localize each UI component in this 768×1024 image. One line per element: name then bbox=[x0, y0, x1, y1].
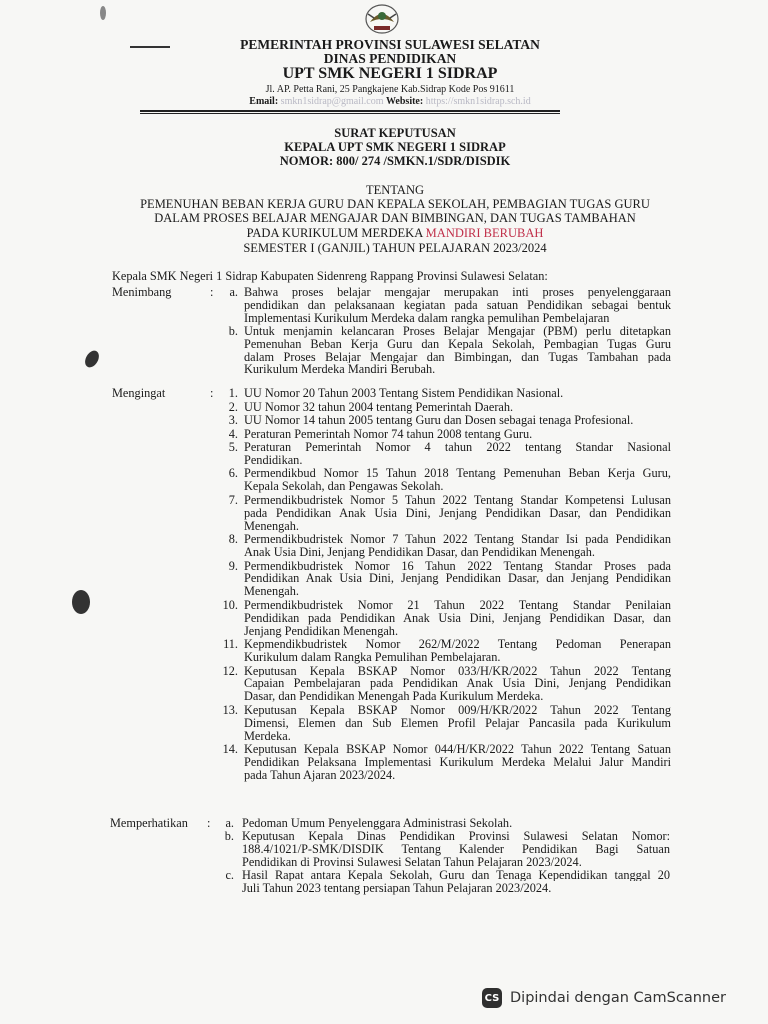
subject-line-3-text: PADA KURIKULUM MERDEKA bbox=[246, 226, 426, 240]
mengingat-item-line: UU Nomor 14 tahun 2005 tentang Guru dan Dosen sebagai tenaga Profesional. bbox=[244, 413, 634, 427]
regional-emblem-logo bbox=[362, 2, 402, 36]
decree-title: SURAT KEPUTUSAN bbox=[334, 126, 456, 140]
memperhatikan-item-key: c. bbox=[225, 867, 234, 882]
menimbang-item-line: Bahwa proses belajar mengajar merupakan inti proses penyelenggaraan bbox=[244, 286, 671, 299]
memperhatikan-item-line: 188.4/1021/P-SMK/DISDIK Tentang Kalender Pendidikan Bagi Satuan bbox=[242, 842, 670, 856]
mengingat-item-line: Menengah. bbox=[244, 584, 299, 599]
mengingat-item-key: 14. bbox=[222, 742, 238, 757]
mengingat-item-line: Keputusan Kepala BSKAP Nomor 044/H/KR/2022 Tahun 2022 Tentang Satuan bbox=[244, 743, 671, 756]
letterhead-address: Jl. AP. Petta Rani, 25 Pangkajene Kab.Sidrap Kode Pos 91611 bbox=[265, 84, 515, 95]
mengingat-item-line: Pendidikan. bbox=[244, 452, 303, 467]
mengingat-label: Mengingat bbox=[112, 386, 166, 400]
menimbang-item-line: Pemenuhan Beban Kerja Guru dan Kepala Sekolah, Pembagian Tugas Guru bbox=[244, 337, 671, 351]
mengingat-item-key: 7. bbox=[228, 492, 238, 507]
mengingat-item-line: Pendidikan Pelaksana Implementasi Kurikulum Merdeka Melalui Jalur Mandiri bbox=[244, 756, 671, 769]
scan-smudge bbox=[72, 590, 90, 614]
letterhead-contact bbox=[50, 96, 730, 107]
mengingat-item-key: 9. bbox=[228, 558, 238, 573]
mengingat-item-line: Keputusan Kepala BSKAP Nomor 033/H/KR/2022 Tahun 2022 Tentang bbox=[244, 664, 671, 678]
memperhatikan-item-key: b. bbox=[224, 828, 234, 843]
menimbang-item-line: dalam Proses Belajar Mengajar dan Bimbingan, dan Tugas Tambahan pada bbox=[244, 350, 671, 364]
memperhatikan-item-line: Pendidikan di Provinsi Sulawesi Selatan Tahun Pelajaran 2023/2024. bbox=[242, 854, 582, 869]
mengingat-item-line: Keputusan Kepala BSKAP Nomor 009/H/KR/2022 Tahun 2022 Tentang bbox=[244, 703, 671, 717]
menimbang-item-line: Kurikulum Merdeka Mandiri Berubah. bbox=[244, 362, 436, 377]
subject-highlight: MANDIRI BERUBAH bbox=[425, 226, 544, 240]
mengingat-item-key: 11. bbox=[223, 637, 238, 652]
mengingat-item-line: Pendidikan pada Pendidikan Anak Usia Dini, Jenjang Pendidikan Dasar, dan bbox=[244, 611, 671, 625]
mengingat-item-key: 5. bbox=[228, 440, 238, 454]
memperhatikan-item-line: Keputusan Kepala Dinas Pendidikan Provinsi Sulawesi Selatan Nomor: bbox=[242, 829, 670, 843]
menimbang-item-line: pendidikan dan pelaksanaan kegiatan pada satuan Pendidikan sebagai bentuk bbox=[244, 298, 671, 312]
website-label: Website: bbox=[385, 96, 424, 107]
letterhead-school-name: UPT SMK NEGERI 1 SIDRAP bbox=[282, 65, 498, 82]
decree-number: NOMOR: 800/ 274 /SMKN.1/SDR/DISDIK bbox=[279, 154, 511, 168]
decree-issuer: KEPALA UPT SMK NEGERI 1 SIDRAP bbox=[284, 140, 506, 154]
menimbang-item-line: Implementasi Kurikulum Merdeka dalam rangka pemulihan Pembelajaran bbox=[244, 310, 610, 325]
mengingat-item-line: Kepmendikbudristek Nomor 262/M/2022 Tentang Pedoman Penerapan bbox=[244, 638, 671, 651]
camscanner-watermark bbox=[482, 985, 726, 1011]
mengingat-item-line: Pendidikan Anak Usia Dini, Jenjang Pendidikan Dasar, dan Jenjang Pendidikan bbox=[244, 572, 671, 586]
mengingat-item-line: pada Tahun Ajaran 2023/2024. bbox=[244, 767, 396, 782]
mengingat-item-line: pada Pendidikan Anak Usia Dini, Jenjang Pendidikan Dasar, dan Pendidikan bbox=[244, 506, 671, 520]
email-label: Email: bbox=[249, 96, 279, 107]
decree-semester: SEMESTER I (GANJIL) TAHUN PELAJARAN 2023/2024 bbox=[243, 241, 547, 255]
memperhatikan-colon: : bbox=[207, 816, 211, 830]
memperhatikan-item-line: Pedoman Umum Penyelenggara Administrasi Sekolah. bbox=[242, 816, 513, 830]
mengingat-item-key: 1. bbox=[228, 386, 238, 400]
email-value: smkn1sidrap@gmail.com bbox=[280, 96, 384, 107]
mengingat-item-key: 13. bbox=[222, 702, 238, 717]
letterhead-line-1: PEMERINTAH PROVINSI SULAWESI SELATAN bbox=[240, 37, 540, 52]
memperhatikan-item-line: Juli Tahun 2023 tentang persiapan Tahun Pelajaran 2023/2024. bbox=[242, 880, 552, 895]
memperhatikan-item-key: a. bbox=[225, 816, 234, 830]
mengingat-item-line: Kepala Sekolah, dan Pengawas Sekolah. bbox=[244, 479, 444, 494]
menimbang-item-key: b. bbox=[228, 323, 238, 338]
mengingat-item-line: UU Nomor 20 Tahun 2003 Tentang Sistem Pendidikan Nasional. bbox=[244, 386, 564, 400]
mengingat-item-key: 2. bbox=[228, 399, 238, 414]
mengingat-item-line: Permendikbud Nomor 15 Tahun 2018 Tentang Pemenuhan Beban Kerja Guru, bbox=[244, 467, 671, 481]
decree-subject-line-2: DALAM PROSES BELAJAR MENGAJAR DAN BIMBINGAN, DAN TUGAS TAMBAHAN bbox=[154, 211, 636, 225]
decree-about: TENTANG bbox=[365, 183, 424, 197]
camscanner-text: Dipindai dengan CamScanner bbox=[510, 990, 727, 1006]
mengingat-item-line: Peraturan Pemerintah Nomor 4 tahun 2022 tentang Standar Nasional bbox=[244, 441, 671, 454]
menimbang-colon: : bbox=[210, 285, 214, 299]
mengingat-item-key: 8. bbox=[228, 532, 238, 547]
menimbang-label: Menimbang bbox=[112, 285, 172, 299]
mengingat-item-line: Anak Usia Dini, Jenjang Pendidikan Dasar, dan Pendidikan Menengah. bbox=[244, 545, 595, 559]
mengingat-item-key: 3. bbox=[228, 413, 238, 427]
memperhatikan-item-line: Hasil Rapat antara Kepala Sekolah, Guru dan Tenaga Kependidikan tanggal 20 bbox=[242, 868, 670, 882]
mengingat-item-key: 4. bbox=[228, 426, 238, 441]
mengingat-item-line: Dasar, dan Pendidikan Menengah Pada Kurikulum Merdeka. bbox=[244, 689, 544, 704]
mengingat-item-line: Peraturan Pemerintah Nomor 74 tahun 2008 tentang Guru. bbox=[244, 426, 533, 441]
mengingat-item-line: Permendikbudristek Nomor 21 Tahun 2022 Tentang Standar Penilaian bbox=[244, 598, 671, 612]
menimbang-item-key: a. bbox=[229, 285, 238, 299]
decree-intro: Kepala SMK Negeri 1 Sidrap Kabupaten Sidenreng Rappang Provinsi Sulawesi Selatan: bbox=[112, 269, 548, 283]
mengingat-item-line: Capaian Pembelajaran pada Pendidikan Anak Usia Dini, Jenjang Pendidikan bbox=[244, 677, 671, 691]
decree-subject-line-1: PEMENUHAN BEBAN KERJA GURU DAN KEPALA SEKOLAH, PEMBAGIAN TUGAS GURU bbox=[140, 197, 650, 211]
mengingat-item-line: Jenjang Pendidikan Menengah. bbox=[244, 623, 399, 638]
website-value: https://smkn1sidrap.sch.id bbox=[425, 96, 531, 107]
mengingat-item-line: Kurikulum dalam Rangka Pemulihan Pembelajaran. bbox=[244, 650, 501, 664]
menimbang-item-line: Untuk menjamin kelancaran Proses Belajar Mengajar (PBM) perlu ditetapkan bbox=[244, 324, 671, 338]
mengingat-item-line: Permendikbudristek Nomor 5 Tahun 2022 Tentang Standar Kompetensi Lulusan bbox=[244, 493, 671, 507]
camscanner-icon: CS bbox=[482, 988, 502, 1008]
mengingat-item-line: Permendikbudristek Nomor 16 Tahun 2022 Tentang Standar Proses pada bbox=[244, 559, 671, 573]
memperhatikan-label: Memperhatikan bbox=[110, 816, 188, 830]
mengingat-item-key: 6. bbox=[228, 466, 238, 481]
letterhead-line-2: DINAS PENDIDIKAN bbox=[323, 51, 457, 66]
letterhead-rule-thin bbox=[140, 113, 560, 114]
mengingat-item-key: 10. bbox=[222, 597, 238, 612]
mengingat-item-key: 12. bbox=[222, 663, 238, 678]
mengingat-item-line: UU Nomor 32 tahun 2004 tentang Pemerintah Daerah. bbox=[244, 399, 514, 414]
scan-smudge bbox=[100, 6, 106, 20]
letterhead-rule-thick bbox=[140, 110, 560, 112]
mengingat-item-line: Dimensi, Elemen dan Sub Elemen Profil Pelajar Pancasila pada Kurikulum bbox=[244, 716, 671, 730]
scan-smudge bbox=[82, 348, 101, 370]
mengingat-item-line: Menengah. bbox=[244, 518, 299, 533]
mengingat-item-line: Permendikbudristek Nomor 7 Tahun 2022 Tentang Standar Isi pada Pendidikan bbox=[244, 533, 671, 546]
decree-subject-line-3 bbox=[30, 226, 760, 241]
mengingat-item-line: Merdeka. bbox=[244, 728, 291, 743]
mengingat-colon: : bbox=[210, 386, 214, 400]
